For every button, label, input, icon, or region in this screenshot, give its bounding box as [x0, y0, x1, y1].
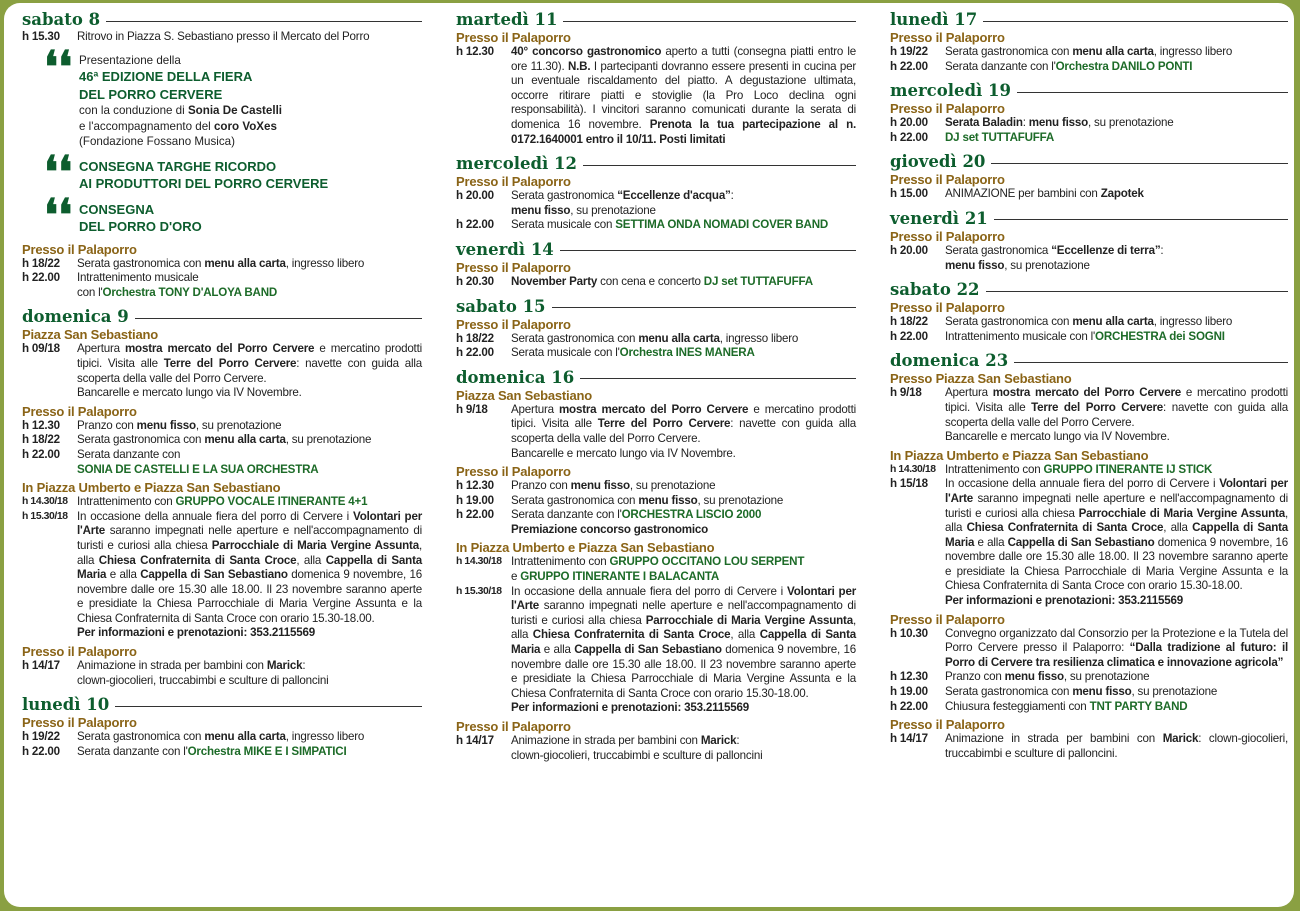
- event-row: [22, 30, 422, 45]
- day-heading: mercoledì 19: [890, 80, 1288, 101]
- event-row: [890, 244, 1288, 273]
- event-time: h 09/18: [22, 342, 60, 356]
- venue-heading: Piazza San Sebastiano: [22, 327, 158, 343]
- day-heading: mercoledì 12: [456, 153, 856, 174]
- event-text: Serata gastronomica con menu alla carta, ingresso libero: [511, 331, 799, 345]
- event-text: Intrattenimento musicale con l'ORCHESTRA dei SOGNI: [945, 329, 1225, 343]
- highlight-block: [22, 146, 422, 198]
- venue-heading: Presso il Palaporro: [890, 300, 1005, 316]
- event-time: h 22.00: [456, 346, 494, 360]
- event-text: Intrattenimento con GRUPPO VOCALE ITINERANTE 4+1: [77, 495, 368, 509]
- event-time: h 15.30/18: [22, 510, 68, 522]
- event-row: [456, 189, 856, 218]
- day-heading: venerdì 14: [456, 239, 856, 260]
- event-text: Serata gastronomica con menu alla carta, ingresso libero: [77, 256, 365, 270]
- event-text: Serata gastronomica “Eccellenze d'acqua”: menu fisso, su prenotazione: [511, 189, 734, 217]
- event-row: [890, 45, 1288, 60]
- event-text: Animazione in strada per bambini con Marick: clown-giocolieri, truccabimbi e sculture di palloncini: [77, 659, 329, 687]
- event-text: Intrattenimento con GRUPPO ITINERANTE IJ STICK: [945, 462, 1213, 476]
- highlight-line: (Fondazione Fossano Musica): [79, 135, 235, 149]
- event-time: h 15/18: [890, 477, 928, 491]
- event-time: h 22.00: [890, 130, 928, 144]
- day-heading: sabato 15: [456, 296, 856, 317]
- event-text: Serata danzante con SONIA DE CASTELLI E LA SUA ORCHESTRA: [77, 447, 319, 476]
- event-row: [890, 187, 1288, 202]
- event-time: h 20.00: [890, 116, 928, 130]
- highlight-block: [22, 189, 422, 241]
- event-time: h 15.00: [890, 187, 928, 201]
- quote-mark-icon: ❛❛: [44, 189, 73, 241]
- event-row: [22, 510, 422, 641]
- event-time: h 10.30: [890, 626, 928, 640]
- event-time: h 14/17: [22, 659, 60, 673]
- venue-heading: Piazza San Sebastiano: [456, 387, 592, 403]
- column-1: [22, 9, 422, 759]
- event-time: h 12.30: [456, 479, 494, 493]
- event-row: [890, 60, 1288, 75]
- event-time: h 14/17: [456, 734, 494, 747]
- event-row: [456, 508, 856, 537]
- event-text: Serata danzante con l'Orchestra MIKE E I SIMPATICI: [77, 744, 347, 758]
- venue-heading: In Piazza Umberto e Piazza San Sebastiano: [890, 447, 1149, 463]
- event-text: ANIMAZIONE per bambini con Zapotek: [945, 187, 1144, 201]
- event-row: [890, 670, 1288, 685]
- event-time: h 22.00: [456, 508, 494, 522]
- event-text: Apertura mostra mercato del Porro Cervere e mercatino prodotti tipici. Visita alle Terre del Porro Cervere: navette con guida alla scoperta della valle del Porro Cervere. Bancarelle e mercato lungo via IV Novembre.: [511, 402, 856, 460]
- event-row: [890, 315, 1288, 330]
- event-row: [456, 275, 856, 290]
- day-heading: sabato 22: [890, 279, 1288, 300]
- event-text: Serata danzante con l'Orchestra DANILO PONTI: [945, 59, 1193, 73]
- highlight-block: [22, 41, 422, 150]
- venue-heading: Presso il Palaporro: [22, 241, 137, 257]
- event-row: [890, 732, 1288, 761]
- event-time: h 22.00: [22, 744, 60, 758]
- event-row: [22, 495, 422, 510]
- event-time: h 19/22: [22, 730, 60, 744]
- event-text: Intrattenimento con GRUPPO OCCITANO LOU SERPENT e GRUPPO ITINERANTE I BALACANTA: [511, 555, 805, 584]
- column-2: [456, 9, 856, 763]
- event-text: Serata gastronomica con menu alla carta, su prenotazione: [77, 433, 372, 447]
- event-text: Pranzo con menu fisso, su prenotazione: [511, 479, 716, 493]
- event-text: Serata danzante con l'ORCHESTRA LISCIO 2000 Premiazione concorso gastronomico: [511, 508, 762, 536]
- event-time: h 15.30/18: [456, 585, 502, 597]
- event-time: h 12.30: [22, 418, 60, 432]
- venue-heading: Presso il Palaporro: [22, 644, 137, 660]
- highlight-intro: Presentazione della: [79, 53, 181, 67]
- event-text: 40° concorso gastronomico aperto a tutti (consegna piatti entro le ore 11.30). N.B. I partecipanti dovranno essere presenti in cucina per un eventuale riscaldamento del piatto. A degustazione ultimata, occorre ritirare piatti e stoviglie (la Pro Loco declina ogni responsabilità). I vincitori saranno comunicati durante la serata di domenica 16 novembre. Prenota la tua partecipazione al n. 0172.1640001 entro il 10/11. Posti limitati: [511, 45, 856, 146]
- event-row: [456, 45, 856, 147]
- event-row: [456, 555, 856, 584]
- day-heading: domenica 16: [456, 367, 856, 388]
- event-text: Intrattenimento musicale con l'Orchestra TONY D'ALOYA BAND: [77, 271, 278, 299]
- day-heading: giovedì 20: [890, 151, 1288, 172]
- venue-heading: Presso il Palaporro: [890, 172, 1005, 188]
- program-page: [4, 3, 1294, 907]
- event-row: [22, 419, 422, 434]
- event-time: h 22.00: [890, 329, 928, 343]
- event-row: [22, 433, 422, 448]
- event-time: h 19.00: [456, 493, 494, 507]
- venue-heading: Presso Piazza San Sebastiano: [890, 371, 1072, 387]
- event-text: Apertura mostra mercato del Porro Cervere e mercatino prodotti tipici. Visita alle Terre del Porro Cervere: navette con guida alla scoperta della valle del Porro Cervere. Bancarelle e mercato lungo via IV Novembre.: [77, 342, 422, 400]
- venue-heading: Presso il Palaporro: [22, 715, 137, 731]
- event-time: h 20.00: [890, 243, 928, 257]
- venue-heading: Presso il Palaporro: [456, 464, 571, 480]
- event-text: Serata gastronomica con menu fisso, su prenotazione: [511, 493, 784, 507]
- event-text: DJ set TUTTAFUFFA: [945, 130, 1055, 144]
- event-time: h 9/18: [890, 386, 922, 400]
- event-time: h 20.30: [456, 274, 494, 288]
- highlight-title: AI PRODUTTORI DEL PORRO CERVERE: [79, 176, 329, 192]
- event-row: [890, 477, 1288, 608]
- event-time: h 22.00: [22, 271, 60, 285]
- event-row: [890, 386, 1288, 444]
- quote-mark-icon: ❛❛: [44, 41, 73, 93]
- venue-heading: Presso il Palaporro: [890, 611, 1005, 627]
- event-row: [456, 585, 856, 716]
- event-text: In occasione della annuale fiera del porro di Cervere i Volontari per l'Arte saranno impegnati nelle aperture e nell'accompagnamento di turisti e curiosi alla chiesa Parrocchiale di Maria Vergine Assunta, alla Chiesa Confraternita di Santa Croce, alla Cappella di Santa Maria e alla Cappella di San Sebastiano domenica 9 novembre, 16 novembre dalle ore 15.30 alle 18.00. Il 23 novembre saranno aperte e presidiate la Chiesa Parrocchiale di Maria Vergine Assunta e la Chiesa Confraternita di Santa Croce con orario 15.30-18.00. Per informazioni e prenotazioni: 353.2115569: [77, 509, 423, 640]
- event-row: [456, 346, 856, 361]
- venue-heading: Presso il Palaporro: [456, 174, 571, 190]
- venue-heading: Presso il Palaporro: [456, 719, 571, 734]
- event-row: [22, 342, 422, 400]
- day-heading: venerdì 21: [890, 208, 1288, 229]
- day-heading: domenica 23: [890, 350, 1288, 371]
- venue-heading: Presso il Palaporro: [456, 30, 571, 45]
- event-row: [456, 494, 856, 509]
- event-time: h 18/22: [22, 433, 60, 447]
- highlight-title: 46ª EDIZIONE DELLA FIERA: [79, 69, 253, 85]
- event-row: [22, 271, 422, 300]
- event-row: [22, 730, 422, 745]
- event-text: Pranzo con menu fisso, su prenotazione: [945, 670, 1150, 684]
- event-time: h 12.30: [456, 45, 494, 58]
- event-row: [456, 734, 856, 763]
- event-time: h 18/22: [22, 256, 60, 270]
- event-time: h 20.00: [456, 189, 494, 203]
- event-text: Serata Baladin: menu fisso, su prenotazione: [945, 116, 1174, 130]
- event-row: [890, 463, 1288, 478]
- highlight-title: DEL PORRO CERVERE: [79, 86, 223, 102]
- venue-heading: Presso il Palaporro: [890, 101, 1005, 117]
- event-text: November Party con cena e concerto DJ set TUTTAFUFFA: [511, 274, 813, 288]
- event-time: h 9/18: [456, 402, 488, 416]
- event-text: Apertura mostra mercato del Porro Cervere e mercatino prodotti tipici. Visita alle Terre del Porro Cervere: navette con guida alla scoperta della valle del Porro Cervere. Bancarelle e mercato lungo via IV Novembre.: [945, 386, 1288, 444]
- event-time: h 22.00: [890, 59, 928, 73]
- event-text: Convegno organizzato dal Consorzio per la Protezione e la Tutela del Porro Cervere presso il Palaporro: “Dalla tradizione al futuro: il Porro di Cervere tra resilienza climatica e innovazione agricola”: [945, 626, 1288, 669]
- highlight-line: con la conduzione di Sonia De Castelli: [79, 104, 283, 118]
- event-row: [22, 448, 422, 477]
- event-time: h 19/22: [890, 45, 928, 58]
- event-row: [22, 659, 422, 688]
- day-heading: lunedì 10: [22, 694, 422, 715]
- event-text: Serata gastronomica con menu alla carta, ingresso libero: [945, 315, 1233, 329]
- highlight-title: DEL PORRO D'ORO: [79, 219, 202, 235]
- event-text: Serata gastronomica con menu alla carta, ingresso libero: [945, 45, 1233, 58]
- venue-heading: Presso il Palaporro: [890, 30, 1005, 45]
- event-time: h 22.00: [22, 447, 60, 461]
- highlight-title: CONSEGNA TARGHE RICORDO: [79, 158, 277, 174]
- venue-heading: In Piazza Umberto e Piazza San Sebastiano: [22, 480, 281, 496]
- venue-heading: Presso il Palaporro: [456, 259, 571, 275]
- event-row: [456, 332, 856, 347]
- event-text: Serata musicale con l'Orchestra INES MANERA: [511, 346, 755, 360]
- event-time: h 14.30/18: [890, 463, 936, 475]
- event-text: In occasione della annuale fiera del porro di Cervere i Volontari per l'Arte saranno impegnati nelle aperture e nell'accompagnamento di turisti e curiosi alla chiesa Parrocchiale di Maria Vergine Assunta, alla Chiesa Confraternita di Santa Croce, alla Cappella di Santa Maria e alla Cappella di San Sebastiano domenica 9 novembre, 16 novembre dalle ore 15.30 alle 18.00. Il 23 novembre saranno aperte e presidiate la Chiesa Parrocchiale di Maria Vergine Assunta e la Chiesa Confraternita di Santa Croce con orario 15.30-18.00. Per informazioni e prenotazioni: 353.2115569: [511, 584, 857, 715]
- event-row: [890, 131, 1288, 146]
- event-time: h 18/22: [456, 331, 494, 345]
- event-text: Animazione in strada per bambini con Marick: clown-giocolieri, truccabimbi e sculture di palloncini: [511, 734, 763, 762]
- event-time: h 18/22: [890, 315, 928, 329]
- day-heading: sabato 8: [22, 9, 422, 30]
- day-heading: martedì 11: [456, 9, 856, 30]
- event-time: h 19.00: [890, 685, 928, 699]
- event-row: [22, 257, 422, 272]
- event-text: In occasione della annuale fiera del porro di Cervere i Volontari per l'Arte saranno impegnati nelle aperture e nell'accompagnamento di turisti e curiosi alla chiesa Parrocchiale di Maria Vergine Assunta, alla Chiesa Confraternita di Santa Croce, alla Cappella di Santa Maria e alla Cappella di San Sebastiano domenica 9 novembre, 16 novembre dalle ore 15.30 alle 18.00. Il 23 novembre saranno aperte e presidiate la Chiesa Parrocchiale di Maria Vergine Assunta e la Chiesa Confraternita di Santa Croce con orario 15.30-18.00. Per informazioni e prenotazioni: 353.2115569: [945, 477, 1288, 608]
- day-heading: domenica 9: [22, 306, 422, 327]
- event-row: [890, 330, 1288, 345]
- event-time: h 22.00: [456, 218, 494, 232]
- venue-heading: Presso il Palaporro: [456, 316, 571, 332]
- venue-heading: Presso il Palaporro: [890, 717, 1005, 733]
- event-text: Serata gastronomica con menu fisso, su prenotazione: [945, 685, 1218, 699]
- event-time: h 22.00: [890, 699, 928, 713]
- event-text: Chiusura festeggiamenti con TNT PARTY BAND: [945, 699, 1188, 713]
- quote-mark-icon: ❛❛: [44, 146, 73, 198]
- event-row: [456, 479, 856, 494]
- event-time: h 12.30: [890, 670, 928, 684]
- venue-heading: Presso il Palaporro: [22, 403, 137, 419]
- event-row: [890, 627, 1288, 671]
- day-heading: lunedì 17: [890, 9, 1288, 30]
- event-text: Ritrovo in Piazza S. Sebastiano presso il Mercato del Porro: [77, 30, 370, 43]
- column-3: [890, 9, 1288, 761]
- event-row: [456, 218, 856, 233]
- event-text: Animazione in strada per bambini con Marick: clown-giocolieri, truccabimbi e sculture di palloncini.: [945, 732, 1288, 760]
- venue-heading: Presso il Palaporro: [890, 228, 1005, 244]
- event-text: Serata gastronomica “Eccellenze di terra”: menu fisso, su prenotazione: [945, 243, 1164, 272]
- event-row: [22, 745, 422, 760]
- event-time: h 14.30/18: [456, 556, 502, 568]
- event-text: Pranzo con menu fisso, su prenotazione: [77, 418, 282, 432]
- event-time: h 14/17: [890, 732, 928, 746]
- event-time: h 14.30/18: [22, 496, 68, 508]
- event-text: Serata musicale con SETTIMA ONDA NOMADI COVER BAND: [511, 218, 829, 232]
- venue-heading: In Piazza Umberto e Piazza San Sebastiano: [456, 540, 715, 556]
- event-row: [890, 700, 1288, 715]
- highlight-line: e l'accompagnamento del coro VoXes: [79, 119, 277, 133]
- event-time: h 15.30: [22, 30, 60, 43]
- highlight-title: CONSEGNA: [79, 201, 155, 217]
- event-row: [890, 685, 1288, 700]
- event-text: Serata gastronomica con menu alla carta, ingresso libero: [77, 730, 365, 744]
- event-row: [456, 403, 856, 461]
- event-row: [890, 116, 1288, 131]
